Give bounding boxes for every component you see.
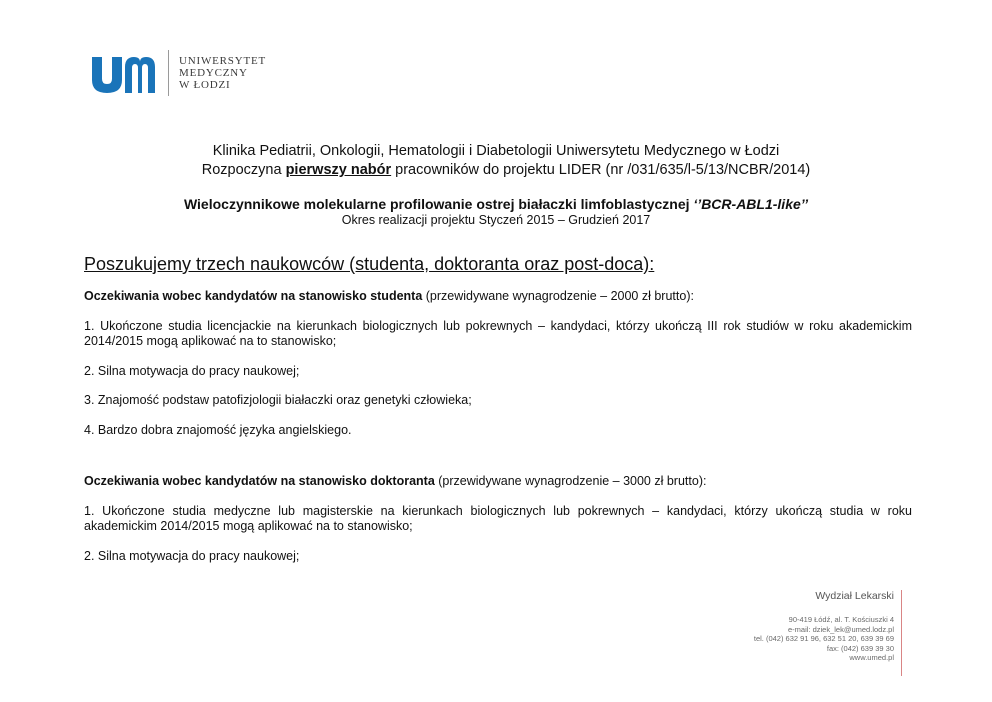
student-requirement-3: 3. Znajomość podstaw patofizjologii białaczki oraz genetyki człowieka;: [84, 393, 472, 407]
doktorant-label-rest: (przewidywane wynagrodzenie – 3000 zł brutto):: [434, 474, 707, 488]
project-title: [0, 196, 992, 213]
project-title-italic: ‘’BCR-ABL1-like’’: [693, 196, 809, 212]
doktorant-requirements-label: [84, 474, 912, 490]
section-heading: Poszukujemy trzech naukowców (studenta, doktoranta oraz post-doca):: [84, 254, 655, 274]
footer-email: e-mail: dziek_lek@umed.lodz.pl: [788, 624, 894, 634]
logo-line-2: MEDYCZNY: [179, 67, 248, 79]
recruitment-pre: Rozpoczyna: [201, 162, 286, 178]
logo-line-3: W ŁODZI: [179, 79, 231, 91]
logo-wordmark: [179, 55, 266, 91]
faculty-name: Wydział Lekarski: [815, 590, 894, 602]
document-header: [0, 142, 992, 180]
student-label-bold: Oczekiwania wobec kandydatów na stanowisko studenta: [84, 289, 423, 303]
footer-accent-line: [901, 590, 902, 676]
project-period: Okres realizacji projektu Styczeń 2015 – Grudzień 2017: [341, 213, 651, 227]
footer-fax: fax: (042) 639 39 30: [826, 643, 894, 653]
logo-divider: [168, 50, 169, 96]
doktorant-requirement-1: 1. Ukończone studia medyczne lub magisterskie na kierunkach biologicznych lub pokrewnych – kandydaci, którzy ukończą studia w roku akademickim 2014/2015 mogą aplikować na to stanowisko;: [84, 503, 912, 533]
recruitment-line: [0, 161, 992, 180]
footer-text: [754, 590, 894, 663]
university-logo: [90, 48, 266, 98]
student-label-rest: (przewidywane wynagrodzenie – 2000 zł brutto):: [422, 289, 694, 303]
footer-web: www.umed.pl: [849, 653, 894, 662]
doktorant-label-bold: Oczekiwania wobec kandydatów na stanowisko doktoranta: [84, 474, 435, 488]
logo-line-1: UNIWERSYTET: [179, 55, 267, 67]
project-title-block: [0, 196, 992, 228]
student-requirement-4: 4. Bardzo dobra znajomość języka angielskiego.: [84, 422, 352, 437]
project-title-text: Wieloczynnikowe molekularne profilowanie ostrej białaczki limfoblastycznej: [183, 196, 694, 212]
student-requirement-1: 1. Ukończone studia licencjackie na kierunkach biologicznych lub pokrewnych – kandydaci, którzy ukończą III rok studiów w roku akademickim 2014/2015 mogą aplikować na to stanowisko;: [84, 318, 912, 348]
student-requirements-label: [84, 289, 912, 305]
footer-address: 90-419 Łódź, al. T. Kościuszki 4: [788, 615, 894, 624]
um-logo-mark-icon: [90, 53, 156, 93]
footer-tel: tel. (042) 632 91 96, 632 51 20, 639 39 69: [753, 634, 894, 643]
main-content: [84, 253, 912, 578]
recruitment-highlight: pierwszy nabór: [285, 162, 392, 178]
doktorant-requirement-2: 2. Silna motywacja do pracy naukowej;: [84, 548, 300, 563]
clinic-name: Klinika Pediatrii, Onkologii, Hematologii i Diabetologii Uniwersytetu Medycznego w Łodzi: [212, 143, 780, 159]
student-requirement-2: 2. Silna motywacja do pracy naukowej;: [84, 363, 300, 378]
faculty-footer: [720, 590, 902, 676]
recruitment-post: pracowników do projektu LIDER (nr /031/635/l-5/13/NCBR/2014): [391, 162, 811, 178]
